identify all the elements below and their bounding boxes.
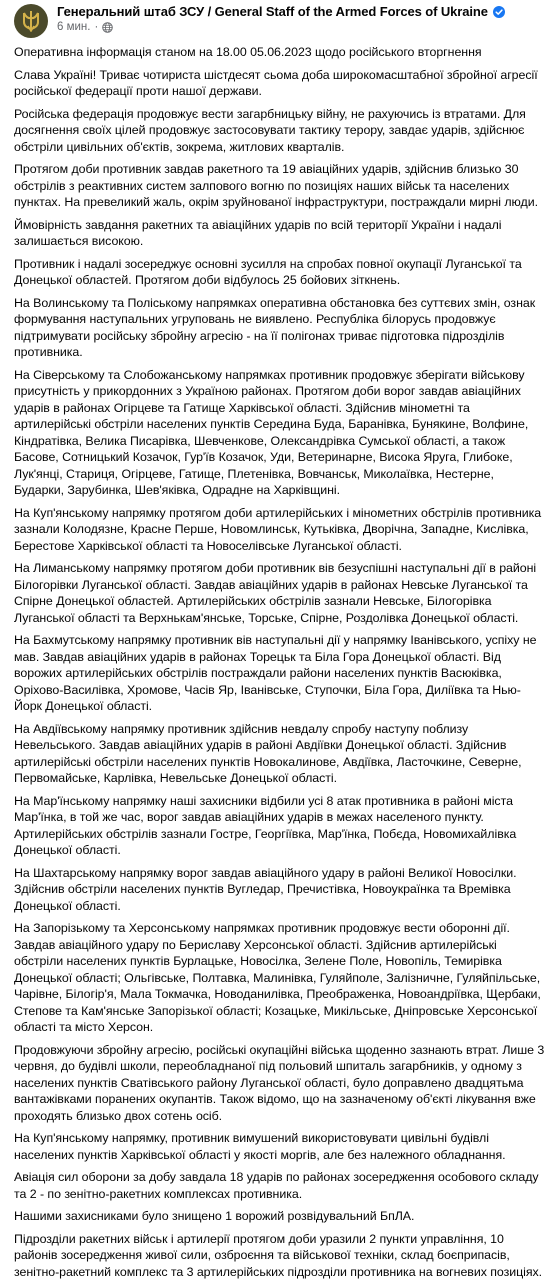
trident-emblem-icon [21,10,41,32]
author-row [57,4,505,19]
post-paragraph: На Лиманському напрямку протягом доби противник вів безуспішні наступальні дії в районі Білогорівки Луганської області. Завдав авіаційних ударів в районах Невське Луганської та Спірне Донецької областей. Артилерійських обстрілів зазнали Невське, Білогорівка Луганської області та Верхнькам'янське, Торське, Спірне, Роздолівка Донецької області. [14,561,537,625]
header-text [57,4,505,33]
post-paragraph: На Мар'їнському напрямку наші захисники відбили усі 8 атак противника в районі міста Мар'їнка, в той же час, ворог завдав авіаційних ударів в межах населеного пункту. Артилерійських обстрілів зазнали Гостре, Георгіївка, Мар'їнка, Побєда, Новомихайлівка Донецької області. [14,793,517,857]
post-paragraph: Продовжуючи збройну агресію, російські окупаційні війська щоденно зазнають втрат. Лише 3 червня, до будівлі школи, переобладнаної під польовий шпиталь загарбників, у одному з населених пунктів Сватівського району Луганської області, було доправлено двадцятьма вантажівками поранених окупантів. Також відомо, що на зазначеному об'єкті лікування вже проходять близько двох сотень осіб. [14,1042,545,1123]
post-paragraph: Підрозділи ракетних військ і артилерії протягом доби уразили 2 пункти управління, 10 районів зосередження живої сили, озброєння та військової техніки, склад боєприпасів, зенітно-ракетний комплекс та 3 артилерійських підрозділи противника на вогневих позиціях. [14,1231,543,1279]
post-paragraph: На Куп'янському напрямку, противник вимушений використовувати цивільні будівлі населених пунктів Харківської області у якості моргів, але без належного обладнання. [14,1131,506,1162]
post-paragraph: Нашими захисниками було знищено 1 ворожий розвідувальний БпЛА. [14,1209,415,1223]
meta-separator: · [94,21,99,33]
post-paragraph: На Сіверському та Слобожанському напрямках противник продовжує зберігати військову присутність у прикордонних з Україною районах. Протягом доби ворог завдав авіаційних ударів в районах Огірцеве та Гатище Харківської області. Здійснив мінометні та артилерійські обстріли населених пунктів Середина Буда, Баранівка, Бунякине, Волфине, Кіндратівка, Велика Писарівка, Шевченкове, Олександрівка Сумської області, а також Басове, Сотницький Козачок, Гур'їв Козачок, Уди, Ветеринарне, Висока Яруга, Глибоке, Лук'янці, Стариця, Огірцеве, Гатище, Плетенівка, Вовчанськ, Миколаївка, Нестерне, Бударки, Зарубинка, Шев'яківка, Одрадне на Харківщині. [14,367,529,497]
post-timestamp[interactable]: 6 мин. [57,21,91,33]
page-avatar[interactable] [14,4,48,38]
globe-icon[interactable] [102,22,113,33]
post-paragraph: На Авдіївському напрямку противник здійснив невдалу спробу наступу поблизу Невельського. Завдав авіаційних ударів в районі Авдіївки Донецької області. Здійснив артилерійські обстріли населених пунктів Новокалинове, Авдіївка, Ласточкине, Северне, Первомайське, Карлівка, Невельське Донецької області. [14,721,522,785]
post-paragraph: На Запорізькому та Херсонському напрямках противник продовжує вести оборонні дії. Завдав авіаційного удару по Бериславу Херсонської області. Здійснив артилерійські обстріли населених пунктів Бурлацьке, Новосілка, Зелене Поле, Новопіль, Темирівка Донецької області; Ольгівське, Полтавка, Малинівка, Гуляйполе, Залізничне, Гуляйпільське, Чарівне, Білогір'я, Мала Токмачка, Новоданилівка, Преображенка, Новоандріївка, Щербаки, Степове та Кам'янське Запорізької області; Козацьке, Микільське, Дніпровське Херсонської області та місто Херсон. [14,921,541,1034]
post-meta [57,21,505,33]
post-paragraph: Противник і надалі зосереджує основні зусилля на спробах повної окупації Луганської та Донецької областей. Протягом доби відбулось 25 бойових зіткнень. [14,256,522,287]
post-paragraph: Протягом доби противник завдав ракетного та 19 авіаційних ударів, здійснив близько 30 обстрілів з реактивних систем залпового вогню по позиціях наших військ та населених пунктах. На превеликий жаль, окрім зруйнованої інфраструктури, постраждали мирні люди. [14,162,538,209]
post-paragraph: Оперативна інформація станом на 18.00 05.06.2023 щодо російського вторгнення [14,45,482,59]
post-paragraph: Слава Україні! Триває чотириста шістдесят сьома доба широкомасштабної збройної агресії російської федерації проти нашої держави. [14,67,538,98]
post-paragraph: На Волинському та Поліському напрямках оперативна обстановка без суттєвих змін, ознак формування наступальних угруповань не виявлено. Республіка білорусь продовжує підтримувати російську збройну агресію - на її полігонах триває підготовка підрозділів противника. [14,295,536,359]
verified-badge-icon [493,6,505,18]
author-name[interactable]: Генеральний штаб ЗСУ / General Staff of the Armed Forces of Ukraine [57,4,488,19]
post-header [14,0,547,44]
post-paragraph: На Шахтарському напрямку ворог завдав авіаційного удару в районі Великої Новосілки. Здійснив обстріли населених пунктів Вугледар, Пречистівка, Новоукраїнка та Времівка Донецької області. [14,865,517,913]
post-paragraph: Російська федерація продовжує вести загарбницьку війну, не рахуючись із втратами. Для досягнення своїх цілей продовжує застосовувати тактику терору, завдає ударів, здійснює обстріли цивільних об'єктів, зокрема, житлових кварталів. [14,106,526,154]
post-body [14,44,547,1280]
post-paragraph: Ймовірність завдання ракетних та авіаційних ударів по всій території України і надалі залишається високою. [14,217,502,248]
post-paragraph: На Бахмутському напрямку противник вів наступальні дії у напрямку Іванівського, успіху не мав. Завдав авіаційних ударів в районах Торецьк та Біла Гора Донецької області. Від ворожих артилерійських обстрілів постраждали райони населених пунктів Васюківка, Оріхово-Василівка, Хромове, Часів Яр, Іванівське, Ступочки, Біла Гора, Диліївка та Нью-Йорк Донецької області. [14,633,537,713]
post-paragraph: Авіація сил оборони за добу завдала 18 ударів по районах зосередження особового складу та 2 - по зенітно-ракетних комплексах противника. [14,1170,539,1201]
post-paragraph: На Куп'янському напрямку протягом доби артилерійських і мінометних обстрілів противника зазнали Колодязне, Красне Перше, Новомлинськ, Кутьківка, Дворічна, Западне, Кислівка, Берестове Харківської області та Новоселівське Луганської області. [14,505,542,553]
